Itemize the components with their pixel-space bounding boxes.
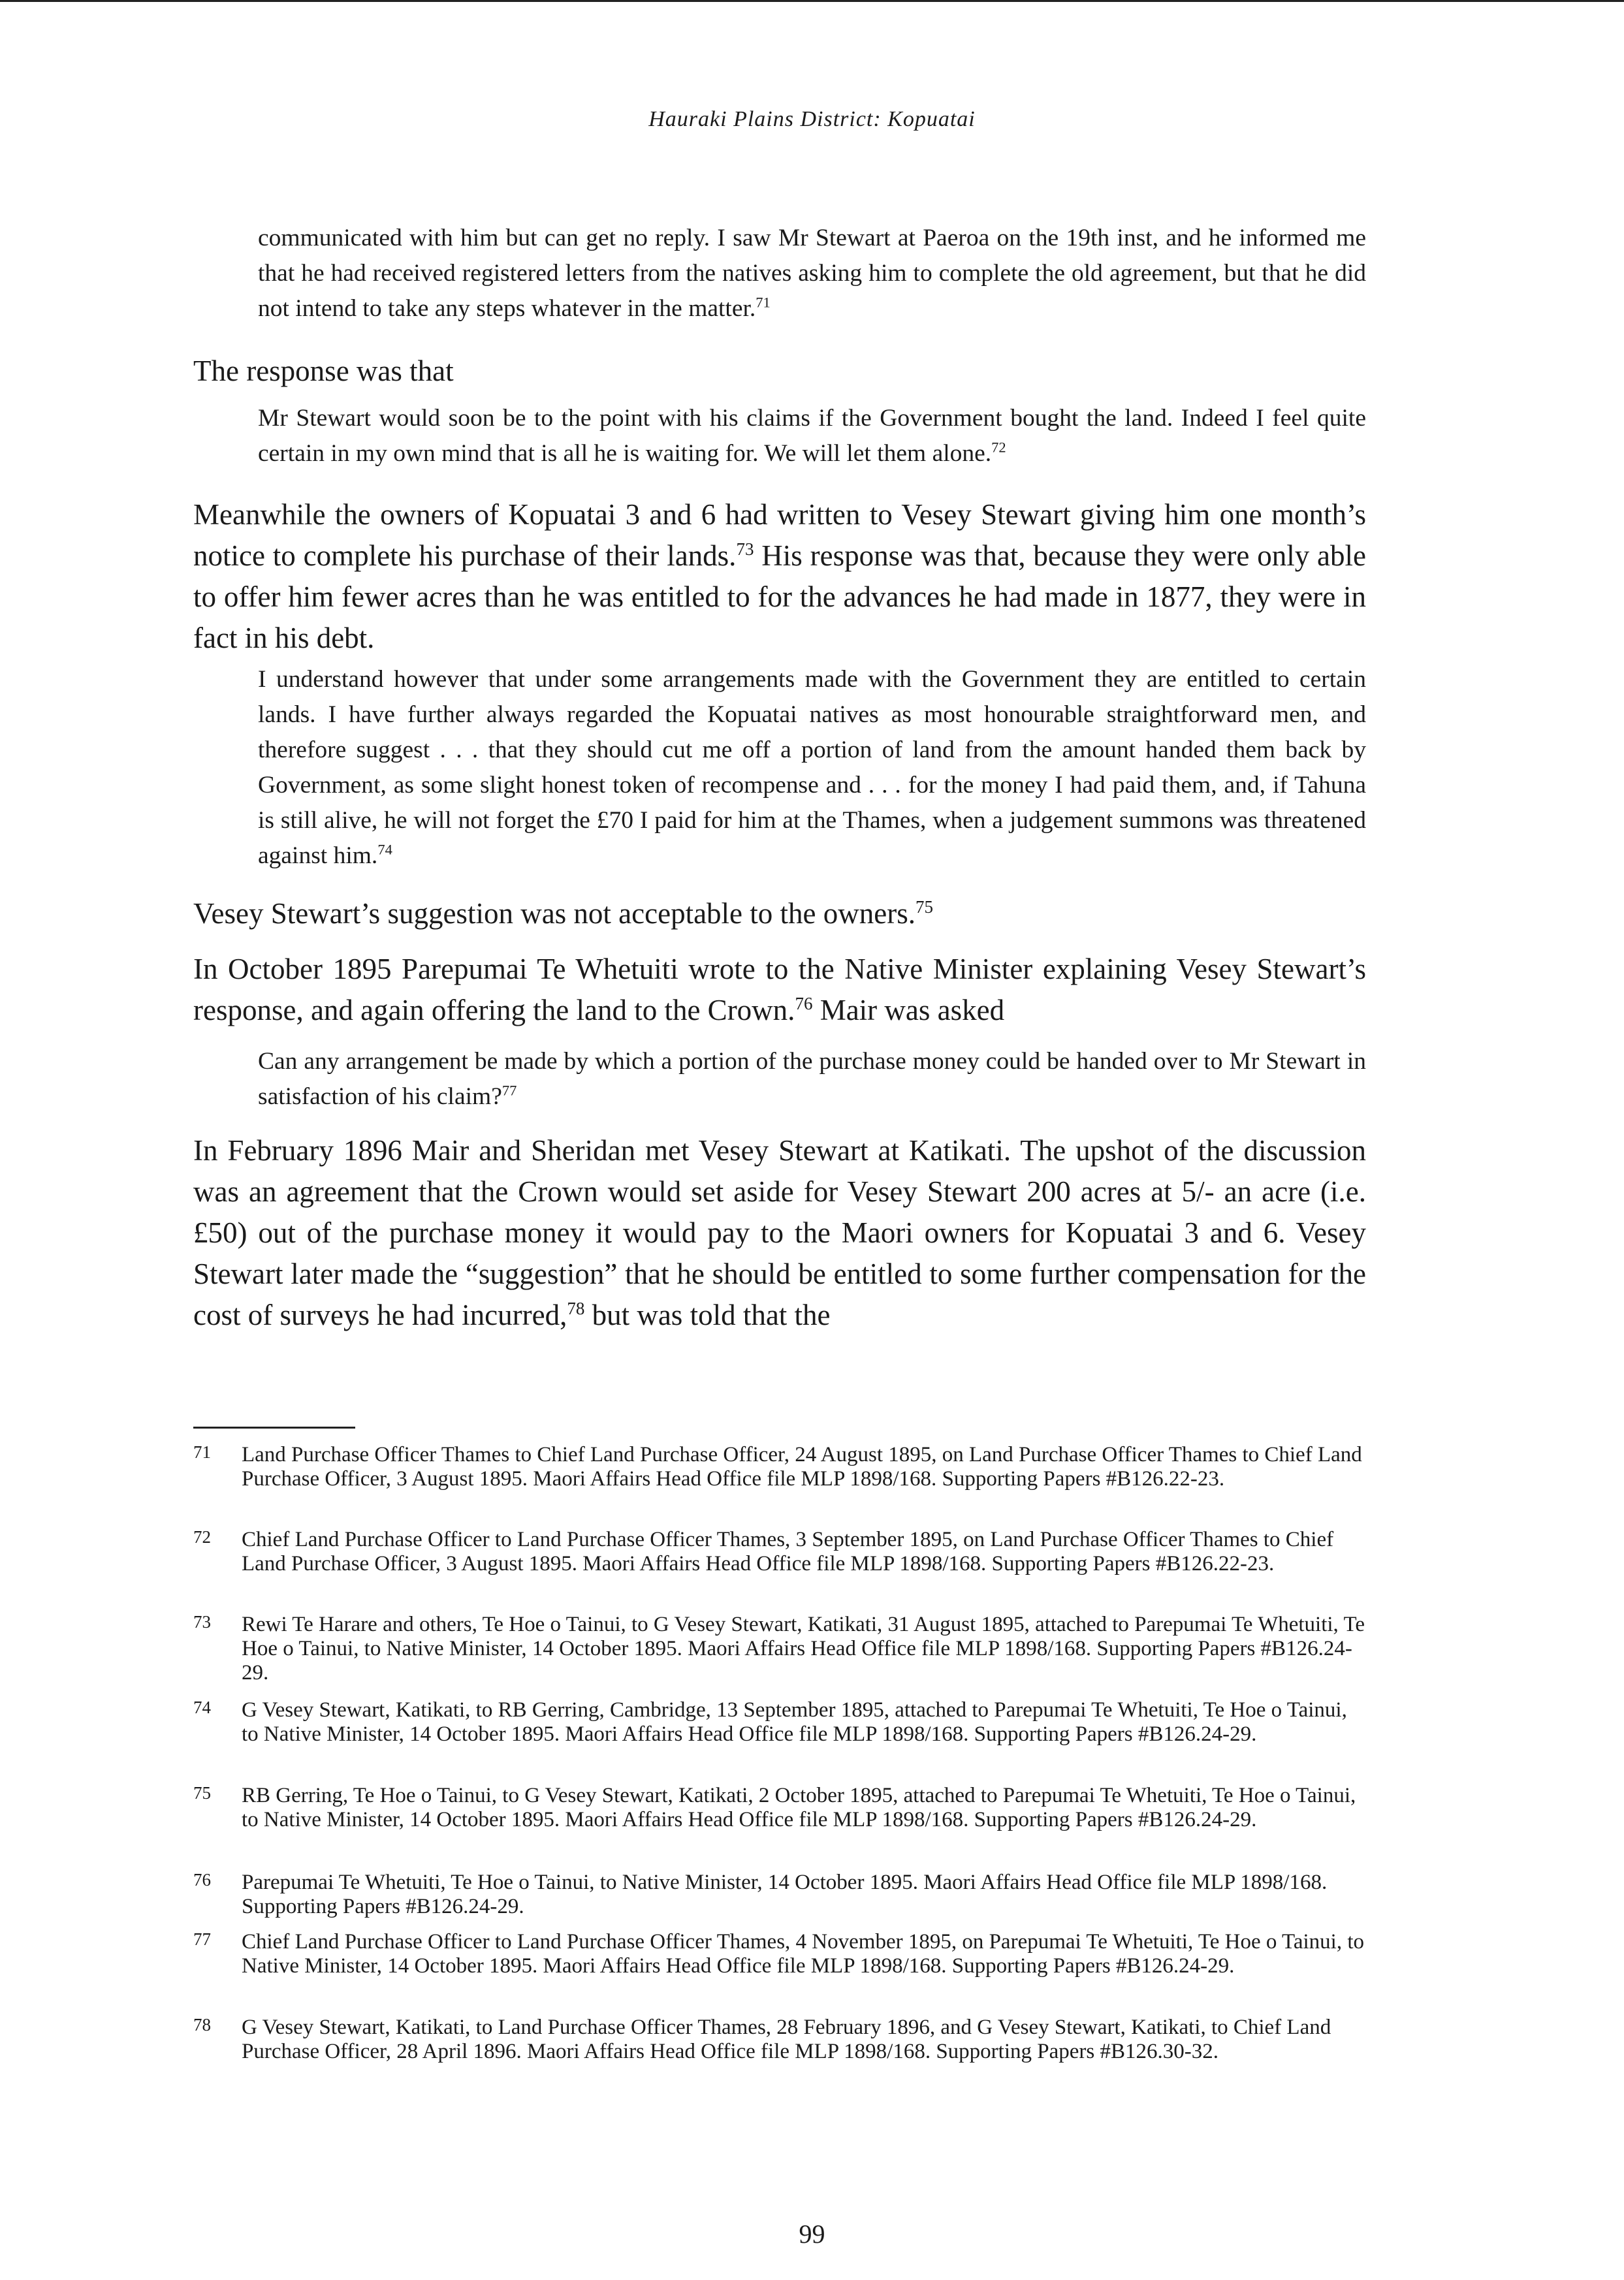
- footnote-ref[interactable]: 74: [377, 841, 392, 858]
- footnote-text: G Vesey Stewart, Katikati, to RB Gerring, Cambridge, 13 September 1895, attached to Parepumai Te Whetuiti, Te Hoe o Tainui, to Native Minister, 14 October 1895. Maori Affairs Head Office file MLP 1898/168. Supporting Papers #B126.24-29.: [242, 1698, 1347, 1746]
- running-head: Hauraki Plains District: Kopuatai: [648, 107, 976, 131]
- footnote-76: [193, 1871, 1366, 1919]
- footnote-ref[interactable]: 72: [991, 439, 1006, 456]
- footnote-number: 74: [193, 1698, 211, 1717]
- footnote-ref[interactable]: 78: [567, 1299, 585, 1318]
- footnote-73: [193, 1613, 1366, 1685]
- paragraph-february-1896: In February 1896 Mair and Sheridan met Vesey Stewart at Katikati. The upshot of the discussion was an agreement that the Crown would set aside for Vesey Stewart 200 acres at 5/- an acre (i.e. £50) out of the purchase money it would pay to the Maori owners for Kopuatai 3 and 6. Vesey Stewart later made the “suggestion” that he should be entitled to some further compensation for the cost of surveys he had incurred,$^{78}$ but was told that the: [193, 1134, 1366, 1331]
- block-quote-stewart-claims: Mr Stewart would soon be to the point with his claims if the Government bought the land. Indeed I feel quite certain in my own mind that is all he is waiting for. We will let them alone.$^{72}$: [258, 405, 1366, 467]
- footnote-number: 76: [193, 1870, 211, 1890]
- footnote-ref[interactable]: 76: [795, 994, 813, 1013]
- footnote-74: [193, 1698, 1366, 1747]
- footnote-number: 78: [193, 2015, 211, 2035]
- footnote-ref[interactable]: 73: [736, 539, 754, 559]
- footnote-number: 75: [193, 1783, 211, 1803]
- footnote-text: Chief Land Purchase Officer to Land Purchase Officer Thames, 4 November 1895, on Parepumai Te Whetuiti, Te Hoe o Tainui, to Native Minister, 14 October 1895. Maori Affairs Head Office file MLP 1898/168. Supporting Papers #B126.24-29.: [242, 1930, 1365, 1978]
- footnote-number: 73: [193, 1612, 211, 1632]
- block-quote-arrangement: Can any arrangement be made by which a portion of the purchase money could be handed over to Mr Stewart in satisfaction of his claim?$^{77}$: [258, 1048, 1366, 1110]
- footnote-ref[interactable]: 77: [502, 1082, 517, 1099]
- footnote-rule: [193, 1427, 355, 1429]
- paragraph-meanwhile: Meanwhile the owners of Kopuatai 3 and 6 had written to Vesey Stewart giving him one month’s notice to complete his purchase of their lands.$^{73}$ His response was that, because they were only able to offer him fewer acres than he was entitled to for the advances he had made in 1877, they were in fact in his debt.: [193, 498, 1366, 654]
- paragraph-suggestion: Vesey Stewart’s suggestion was not acceptable to the owners.$^{75}$: [193, 897, 933, 930]
- footnote-text: Parepumai Te Whetuiti, Te Hoe o Tainui, to Native Minister, 14 October 1895. Maori Affairs Head Office file MLP 1898/168. Supporting Papers #B126.24-29.: [242, 1871, 1328, 1918]
- footnote-77: [193, 1930, 1366, 1978]
- footnote-number: 77: [193, 1929, 211, 1949]
- block-quote-understand: I understand however that under some arrangements made with the Government they are entitled to certain lands. I have further always regarded the Kopuatai natives as most honourable straightforward men, and therefore suggest . . . that they should cut me off a portion of land from the amount handed them back by Government, as some slight honest token of recompense and . . . for the money I had paid them, and, if Tahuna is still alive, he will not forget the £70 I paid for him at the Thames, when a judgement summons was threatened against him.$^{74}$: [258, 666, 1366, 869]
- footnote-number: 71: [193, 1442, 211, 1462]
- paragraph-october-1895: In October 1895 Parepumai Te Whetuiti wrote to the Native Minister explaining Vesey Stewart’s response, and again offering the land to the Crown.$^{76}$ Mair was asked: [193, 953, 1366, 1026]
- footnote-75: [193, 1784, 1366, 1832]
- footnote-text: Chief Land Purchase Officer to Land Purchase Officer Thames, 3 September 1895, on Land Purchase Officer Thames to Chief Land Purchase Officer, 3 August 1895. Maori Affairs Head Office file MLP 1898/168. Supporting Papers #B126.22-23.: [242, 1528, 1334, 1575]
- top-rule: [0, 0, 1624, 2]
- paragraph-response: The response was that: [193, 355, 454, 387]
- footnote-ref[interactable]: 75: [915, 897, 933, 917]
- footnote-71: [193, 1443, 1366, 1491]
- block-quote-continued: communicated with him but can get no reply. I saw Mr Stewart at Paeroa on the 19th inst, and he informed me that he had received registered letters from the natives asking him to complete the old agreement, but that he did not intend to take any steps whatever in the matter.$^{71}$: [258, 225, 1366, 322]
- page-number: 99: [799, 2219, 825, 2249]
- footnote-72: [193, 1528, 1366, 1576]
- footnote-78: [193, 2016, 1366, 2064]
- footnote-text: Rewi Te Harare and others, Te Hoe o Tainui, to G Vesey Stewart, Katikati, 31 August 1895, attached to Parepumai Te Whetuiti, Te Hoe o Tainui, to Native Minister, 14 October 1895. Maori Affairs Head Office file MLP 1898/168. Supporting Papers #B126.24-29.: [242, 1613, 1365, 1685]
- footnote-text: Land Purchase Officer Thames to Chief Land Purchase Officer, 24 August 1895, on Land Purchase Officer Thames to Chief Land Purchase Officer, 3 August 1895. Maori Affairs Head Office file MLP 1898/168. Supporting Papers #B126.22-23.: [242, 1443, 1362, 1491]
- footnote-text: G Vesey Stewart, Katikati, to Land Purchase Officer Thames, 28 February 1896, and G Vesey Stewart, Katikati, to Chief Land Purchase Officer, 28 April 1896. Maori Affairs Head Office file MLP 1898/168. Supporting Papers #B126.30-32.: [242, 2016, 1331, 2063]
- footnote-number: 72: [193, 1527, 211, 1547]
- footnote-text: RB Gerring, Te Hoe o Tainui, to G Vesey Stewart, Katikati, 2 October 1895, attached to Parepumai Te Whetuiti, Te Hoe o Tainui, to Native Minister, 14 October 1895. Maori Affairs Head Office file MLP 1898/168. Supporting Papers #B126.24-29.: [242, 1784, 1356, 1831]
- footnote-ref[interactable]: 71: [756, 294, 771, 311]
